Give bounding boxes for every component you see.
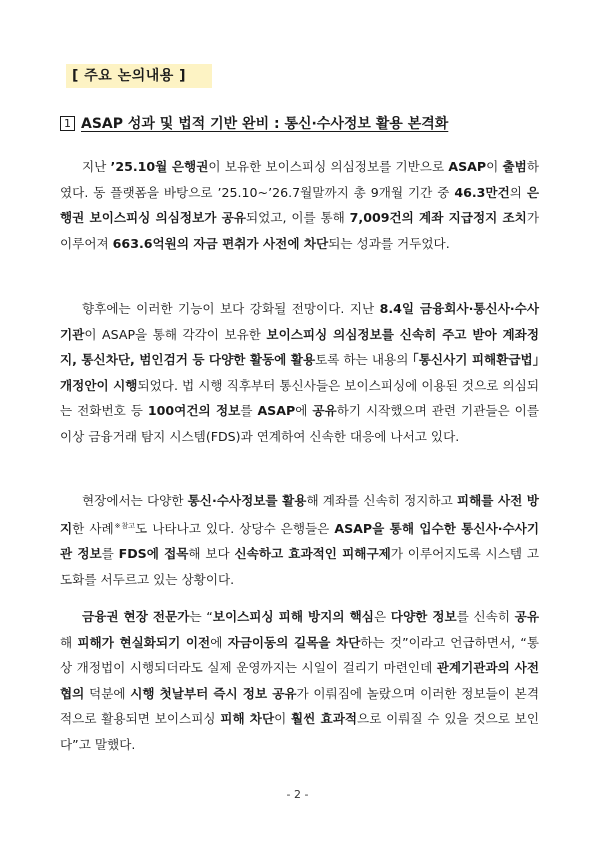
- bold-text: 100여건의 정보: [147, 403, 241, 419]
- text-run: 이 ASAP을 통해 각각이 보유한: [84, 326, 267, 342]
- bold-text: 훨씬 효과적: [291, 711, 358, 727]
- paragraph-4: [60, 604, 539, 758]
- text-run: 이 보유한 보이스피싱 의심정보를 기반으로: [208, 159, 449, 174]
- bold-text: 피해를 사전 방지: [60, 493, 539, 536]
- bold-text: 다양한 정보: [390, 609, 457, 624]
- text-run: 를 신속히: [456, 609, 515, 624]
- bold-text: 출범: [502, 159, 527, 174]
- text-run: 되었다. 법 시행 직후부터 통신사들은 보이스피싱에 이용된 것으로 의심되는 전화번호 등: [60, 377, 539, 419]
- text-run: 되었고, 이를 통해: [245, 210, 350, 226]
- bold-text: 공유: [514, 609, 540, 624]
- page-number: - 2 -: [286, 788, 309, 801]
- bold-text: FDS에 접목: [118, 546, 189, 562]
- text-run: 의: [509, 184, 527, 200]
- text-run: 를: [240, 403, 258, 419]
- text-run: 하였다. 동 플랫폼을 바탕으로 ’25.10~’26.7월말까지 총 9개월 기간 중: [60, 159, 539, 200]
- text-run: 이: [486, 159, 503, 174]
- paragraph-3: [60, 488, 539, 592]
- bold-text: 자금이동의 길목을 차단: [227, 634, 361, 650]
- text-run: 는 “: [189, 609, 213, 624]
- text-run: 은: [373, 609, 391, 624]
- text-run: 해 계좌를 신속히 정지하고: [306, 493, 457, 508]
- text-run: 도 나타나고 있다. 상당수 은행들은: [135, 520, 335, 536]
- text-run: 현장에서는 다양한: [82, 493, 188, 508]
- text-run: 한 사례: [72, 520, 114, 536]
- footnote-marker: ※참고: [113, 521, 136, 530]
- text-run: 를: [101, 546, 119, 562]
- text-run: 해 보다: [188, 546, 235, 562]
- bold-text: 은행권 보이스피싱 의심정보가 공유: [60, 184, 539, 226]
- bold-text: 보이스피싱 피해 방지의 핵심: [212, 609, 374, 624]
- bold-text: 관계기관과의 사전 협의: [60, 660, 539, 701]
- text-run: 에: [210, 634, 228, 650]
- text-run: 가 이뤄짐에 놀랐으며 이러한 정보들이 본격적으로 활용되면 보이스피싱: [60, 685, 539, 727]
- heading-text: ASAP 성과 및 법적 기반 완비 : 통신·수사정보 활용 본격화: [81, 116, 449, 132]
- text-run: 해: [60, 634, 78, 650]
- bold-text: ASAP을 통해 입수한 통신사·수사기관 정보: [60, 520, 540, 562]
- bold-text: 통신·수사정보를 활용: [187, 493, 307, 508]
- text-run: 가 이루어지도록 시스템 고도화를 서두르고 있는 상황이다.: [60, 546, 539, 587]
- text-run: 으로 이뤄질 수 있을 것으로 보인다”고 말했다.: [60, 711, 540, 752]
- text-run: 되는 성과를 거두었다.: [328, 235, 450, 251]
- section-title: [ 주요 논의내용 ]: [66, 64, 212, 88]
- bold-text: 46.3만건: [454, 184, 510, 200]
- bold-text: ASAP: [257, 403, 296, 419]
- bold-text: 663.6억원의 자금 편취가 사전에 차단: [112, 235, 329, 251]
- bold-text: 7,009건의 계좌 지급정지 조치: [349, 210, 527, 226]
- bold-text: 피해가 현실화되기 이전: [77, 634, 211, 650]
- bold-text: ｢통신사기 피해환급법｣ 개정안이 시행: [60, 352, 539, 393]
- text-run: 가 이루어져: [60, 210, 539, 251]
- paragraph-2: [60, 296, 539, 450]
- text-run: 지난: [82, 159, 111, 174]
- heading: [60, 114, 540, 134]
- bold-text: 시행 첫날부터 즉시 정보 공유: [130, 685, 297, 701]
- bold-text: 공유: [312, 403, 337, 419]
- text-run: 향후에는 이러한 기능이 보다 강화될 전망이다. 지난: [82, 301, 380, 316]
- bold-text: 보이스피싱 의심정보를 신속히 주고 받아 계좌정지, 통신차단, 범인검거 등 다양한 활동에 활용: [60, 326, 539, 368]
- text-run: 이: [274, 711, 292, 727]
- text-run: 덕분에: [84, 685, 131, 701]
- bold-text: 8.4일 금융회사·통신사·수사기관: [60, 301, 539, 342]
- text-run: 토록 하는 내용의: [315, 352, 413, 368]
- bold-text: ASAP: [448, 159, 487, 174]
- bold-text: ’25.10월 은행권: [110, 159, 209, 174]
- text-run: 하기 시작했으며 관련 기관들은 이를 이상 금융거래 탐지 시스템(FDS)과 연계하여 신속한 대응에 나서고 있다.: [60, 403, 539, 444]
- bold-text: 신속하고 효과적인 피해구제: [234, 546, 391, 562]
- text-run: 에: [295, 403, 313, 419]
- bold-text: 피해 차단: [220, 711, 275, 727]
- heading-number-box: 1: [60, 116, 75, 131]
- bold-text: 금융권 현장 전문가: [82, 609, 190, 624]
- paragraph-1: [60, 154, 539, 256]
- text-run: 하는 것”이라고 언급하면서, “통상 개정법이 시행되더라도 실제 운영까지는 시일이 걸리기 마련인데: [60, 634, 539, 676]
